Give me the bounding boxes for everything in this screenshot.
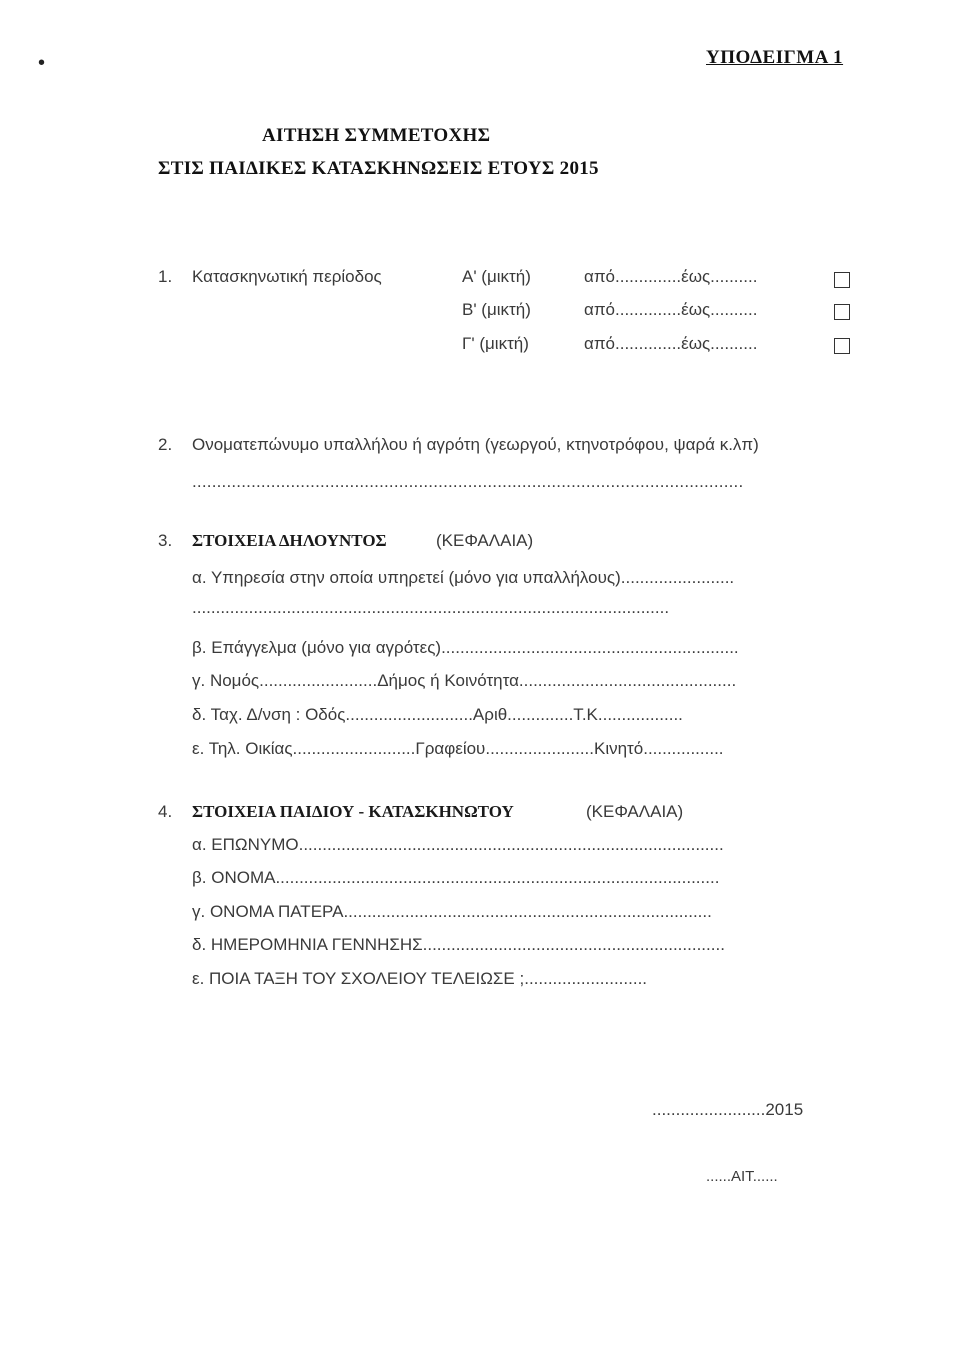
applicant-signature-field[interactable]: ......ΑΙΤ...... [706,1168,778,1185]
period-b-name: Β' (μικτή) [462,300,531,319]
section4-number: 4. [158,802,173,821]
section2-label: Ονοματεπώνυμο υπαλλήλου ή αγρότη (γεωργού, κτηνοτρόφου, ψαρά κ.λπ) [192,435,759,454]
section2-number: 2. [158,435,173,454]
name-fill-line[interactable]: ................................................................................................................ [192,472,744,491]
child-school-grade-field[interactable]: ε. ΠΟΙΑ ΤΑΞΗ ΤΟΥ ΣΧΟΛΕΙΟΥ ΤΕΛΕΙΩΣΕ ;.......................... [192,969,648,988]
period-a-name: Α' (μικτή) [462,267,531,286]
period-b-checkbox[interactable] [834,304,850,320]
bullet-mark: • [38,52,46,74]
declarant-address-field[interactable]: δ. Ταχ. Δ/νση : Οδός...........................Αριθ..............Τ.Κ.................. [192,705,683,724]
declarant-prefecture-field[interactable]: γ. Νομός.........................Δήμος ή Κοινότητα.............................................. [192,671,737,690]
form-title-line1: ΑΙΤΗΣΗ ΣΥΜΜΕΤΟΧΗΣ [262,125,491,146]
section1-label: Κατασκηνωτική περίοδος [192,267,382,286]
date-field[interactable]: ........................2015 [652,1100,804,1119]
period-a-checkbox[interactable] [834,272,850,288]
section3-number: 3. [158,531,173,550]
period-c-checkbox[interactable] [834,338,850,354]
section1-number: 1. [158,267,173,286]
section4-title-caps-note: (ΚΕΦΑΛΑΙΑ) [586,802,684,821]
declarant-profession-field[interactable]: β. Επάγγελμα (μόνο για αγρότες)............................................................... [192,638,739,657]
declarant-service-continuation[interactable]: ..................................................................................................... [192,598,670,617]
form-title-line2: ΣΤΙΣ ΠΑΙΔΙΚΕΣ ΚΑΤΑΣΚΗΝΩΣΕΙΣ ΕΤΟΥΣ 2015 [158,158,599,179]
section4-title: ΣΤΟΙΧΕΙΑ ΠΑΙΔΙΟΥ - ΚΑΤΑΣΚΗΝΩΤΟΥ [192,802,514,821]
period-a-range[interactable]: από..............έως.......... [584,267,758,286]
period-c-name: Γ' (μικτή) [462,334,529,353]
section3-title-caps-note: (ΚΕΦΑΛΑΙΑ) [436,531,534,550]
child-birthdate-field[interactable]: δ. ΗΜΕΡΟΜΗΝΙΑ ΓΕΝΝΗΣΗΣ................................................................ [192,935,725,954]
period-b-range[interactable]: από..............έως.......... [584,300,758,319]
declarant-phone-field[interactable]: ε. Τηλ. Οικίας..........................Γραφείου.......................Κινητό................. [192,739,724,758]
period-c-range[interactable]: από..............έως.......... [584,334,758,353]
child-name-field[interactable]: β. ΟΝΟΜΑ.............................................................................................. [192,868,720,887]
sample-label: ΥΠΟΔΕΙΓΜΑ 1 [706,47,844,68]
child-father-name-field[interactable]: γ. ΟΝΟΜΑ ΠΑΤΕΡΑ.............................................................................. [192,902,712,921]
section3-title: ΣΤΟΙΧΕΙΑ ΔΗΛΟΥΝΤΟΣ [192,531,387,550]
child-surname-field[interactable]: α. ΕΠΩΝΥΜΟ.......................................................................................... [192,835,724,854]
declarant-service-field[interactable]: α. Υπηρεσία στην οποία υπηρετεί (μόνο για υπαλλήλους)........................ [192,568,735,587]
